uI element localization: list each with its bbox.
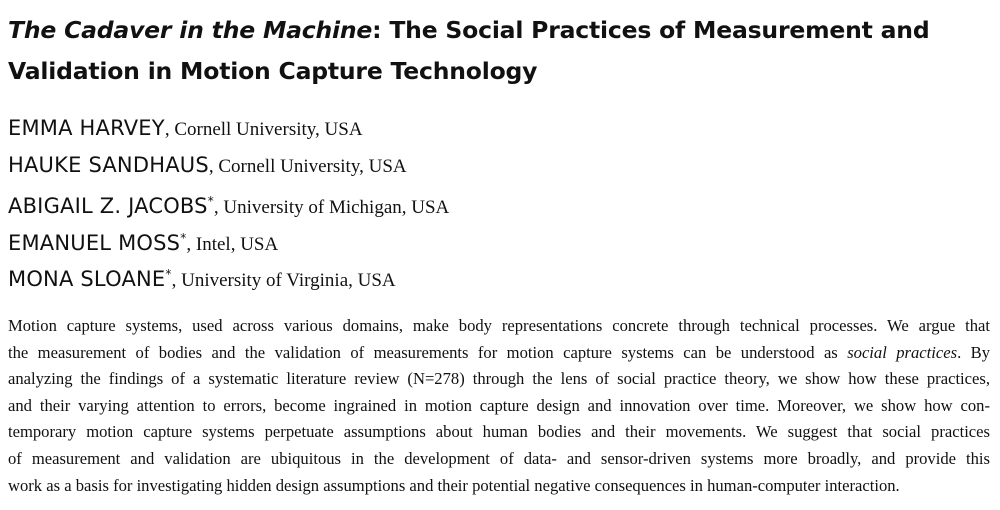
author-name — [8, 231, 186, 255]
author-name — [8, 267, 172, 291]
author-name — [8, 194, 214, 218]
author-entry — [8, 256, 993, 293]
author-entry — [8, 183, 993, 220]
abstract-line — [8, 340, 990, 367]
author-entry — [8, 220, 993, 257]
author-affiliation: , Intel, USA — [186, 233, 279, 255]
author-name-text: MONA SLOANE — [8, 267, 166, 291]
abstract-line: and their varying attention to errors, become ingrained in motion capture design and innovation over time. Moreover, we show how con- — [8, 395, 990, 415]
title-line2: Validation in Motion Capture Technology — [8, 57, 538, 85]
title-line1-rest: : The Social Practices of Measurement and — [372, 16, 930, 44]
author-affiliation: , Cornell University, USA — [164, 119, 363, 140]
author-entry — [8, 147, 993, 184]
abstract-line: work as a basis for investigating hidden design assumptions and their potential negative consequences in human-computer interaction. — [8, 475, 900, 495]
author-list — [8, 110, 993, 293]
author-entry — [8, 110, 993, 147]
abstract-line: temporary motion capture systems perpetuate assumptions about human bodies and their movements. We suggest that social practices — [8, 422, 990, 442]
equal-contribution-marker: * — [165, 267, 172, 281]
abstract-line: of measurement and validation are ubiquitous in the development of data- and sensor-driven systems more broadly, and provide this — [8, 448, 990, 468]
author-affiliation: , University of Virginia, USA — [171, 270, 396, 291]
equal-contribution-marker: * — [180, 230, 187, 245]
abstract — [8, 313, 990, 499]
abstract-text: the measurement of bodies and the validation of measurements for motion capture systems can be understood as — [8, 342, 848, 362]
author-affiliation: , Cornell University, USA — [208, 155, 407, 177]
abstract-line: analyzing the findings of a systematic literature review (N=278) through the lens of social practice theory, we show how these practices, — [8, 369, 990, 389]
paper-title — [8, 10, 993, 92]
author-name: HAUKE SANDHAUS — [8, 152, 209, 177]
author-name-text: EMANUEL MOSS — [8, 230, 181, 255]
author-name: EMMA HARVEY — [8, 116, 165, 140]
abstract-text: . By — [957, 342, 990, 362]
author-name-text: ABIGAIL Z. JACOBS — [8, 194, 208, 218]
author-affiliation: , University of Michigan, USA — [213, 197, 450, 218]
emphasis-social-practices: social practices — [847, 342, 958, 362]
equal-contribution-marker: * — [207, 194, 214, 208]
title-italic-part: The Cadaver in the Machine — [8, 16, 373, 44]
abstract-line: Motion capture systems, used across various domains, make body representations concrete through technical processes. We argue that — [8, 316, 990, 335]
